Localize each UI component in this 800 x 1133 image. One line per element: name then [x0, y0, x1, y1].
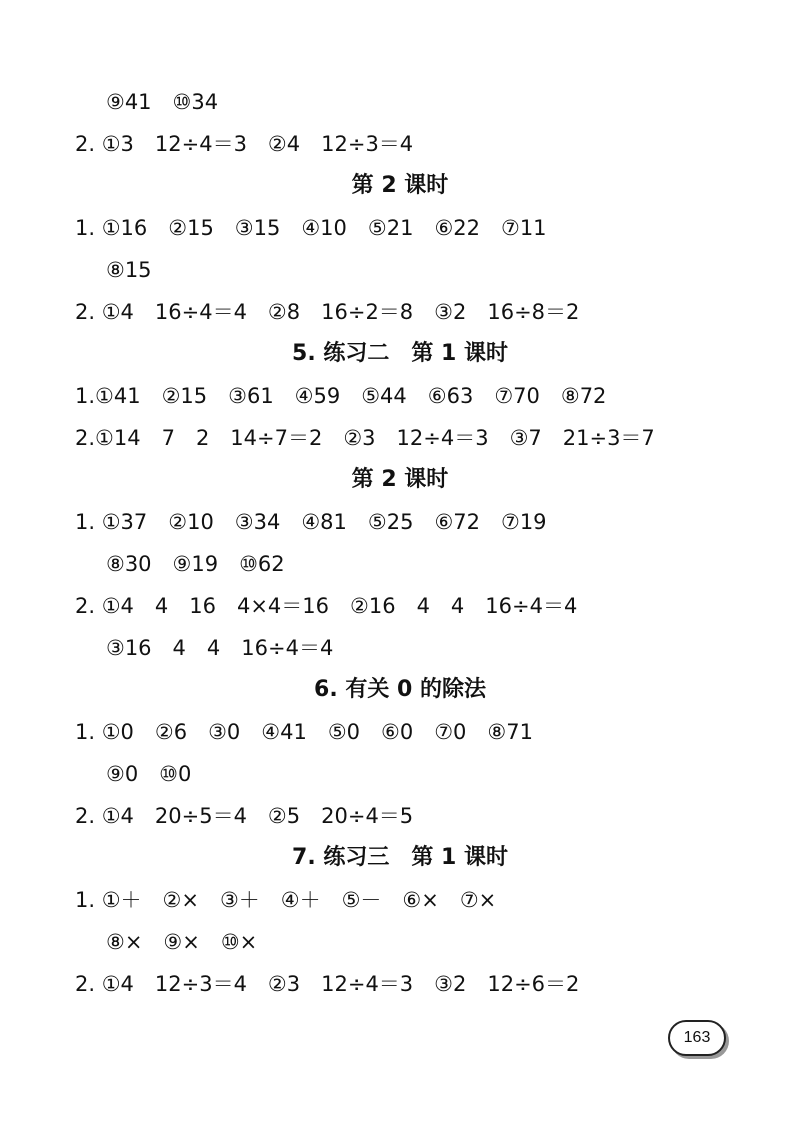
answer-line-continued: ⑧15: [106, 258, 152, 282]
section-heading: 6. 有关 0 的除法: [314, 677, 486, 702]
answer-line: 2. ①4 16÷4＝4 ②8 16÷2＝8 ③2 16÷8＝2: [75, 300, 580, 324]
page-number-badge: 163: [668, 1020, 726, 1056]
section-heading: 5. 练习二 第 1 课时: [292, 341, 508, 366]
answer-line: 1. ①16 ②15 ③15 ④10 ⑤21 ⑥22 ⑦11: [75, 216, 547, 240]
answer-line: 2. ①4 12÷3＝4 ②3 12÷4＝3 ③2 12÷6＝2: [75, 972, 580, 996]
answer-line: 2.①14 7 2 14÷7＝2 ②3 12÷4＝3 ③7 21÷3＝7: [75, 426, 655, 450]
answer-line-continued: ⑨41 ⑩34: [106, 90, 219, 114]
answer-line: 1. ①37 ②10 ③34 ④81 ⑤25 ⑥72 ⑦19: [75, 510, 547, 534]
answer-line: 2. ①4 4 16 4×4＝16 ②16 4 4 16÷4＝4: [75, 594, 578, 618]
section-heading: 第 2 课时: [351, 173, 449, 198]
answer-line-continued: ⑧30 ⑨19 ⑩62: [106, 552, 285, 576]
answer-line: 2. ①3 12÷4＝3 ②4 12÷3＝4: [75, 132, 414, 156]
answer-line: 1. ①0 ②6 ③0 ④41 ⑤0 ⑥0 ⑦0 ⑧71: [75, 720, 533, 744]
answer-line: 1. ①＋ ②× ③＋ ④＋ ⑤－ ⑥× ⑦×: [75, 888, 497, 912]
answer-line-continued: ⑧× ⑨× ⑩×: [106, 930, 258, 954]
section-heading: 第 2 课时: [351, 467, 449, 492]
answer-line-continued: ⑨0 ⑩0: [106, 762, 192, 786]
answer-line-continued: ③16 4 4 16÷4＝4: [106, 636, 334, 660]
answer-line: 2. ①4 20÷5＝4 ②5 20÷4＝5: [75, 804, 414, 828]
answer-line: 1.①41 ②15 ③61 ④59 ⑤44 ⑥63 ⑦70 ⑧72: [75, 384, 607, 408]
section-heading: 7. 练习三 第 1 课时: [292, 845, 508, 870]
